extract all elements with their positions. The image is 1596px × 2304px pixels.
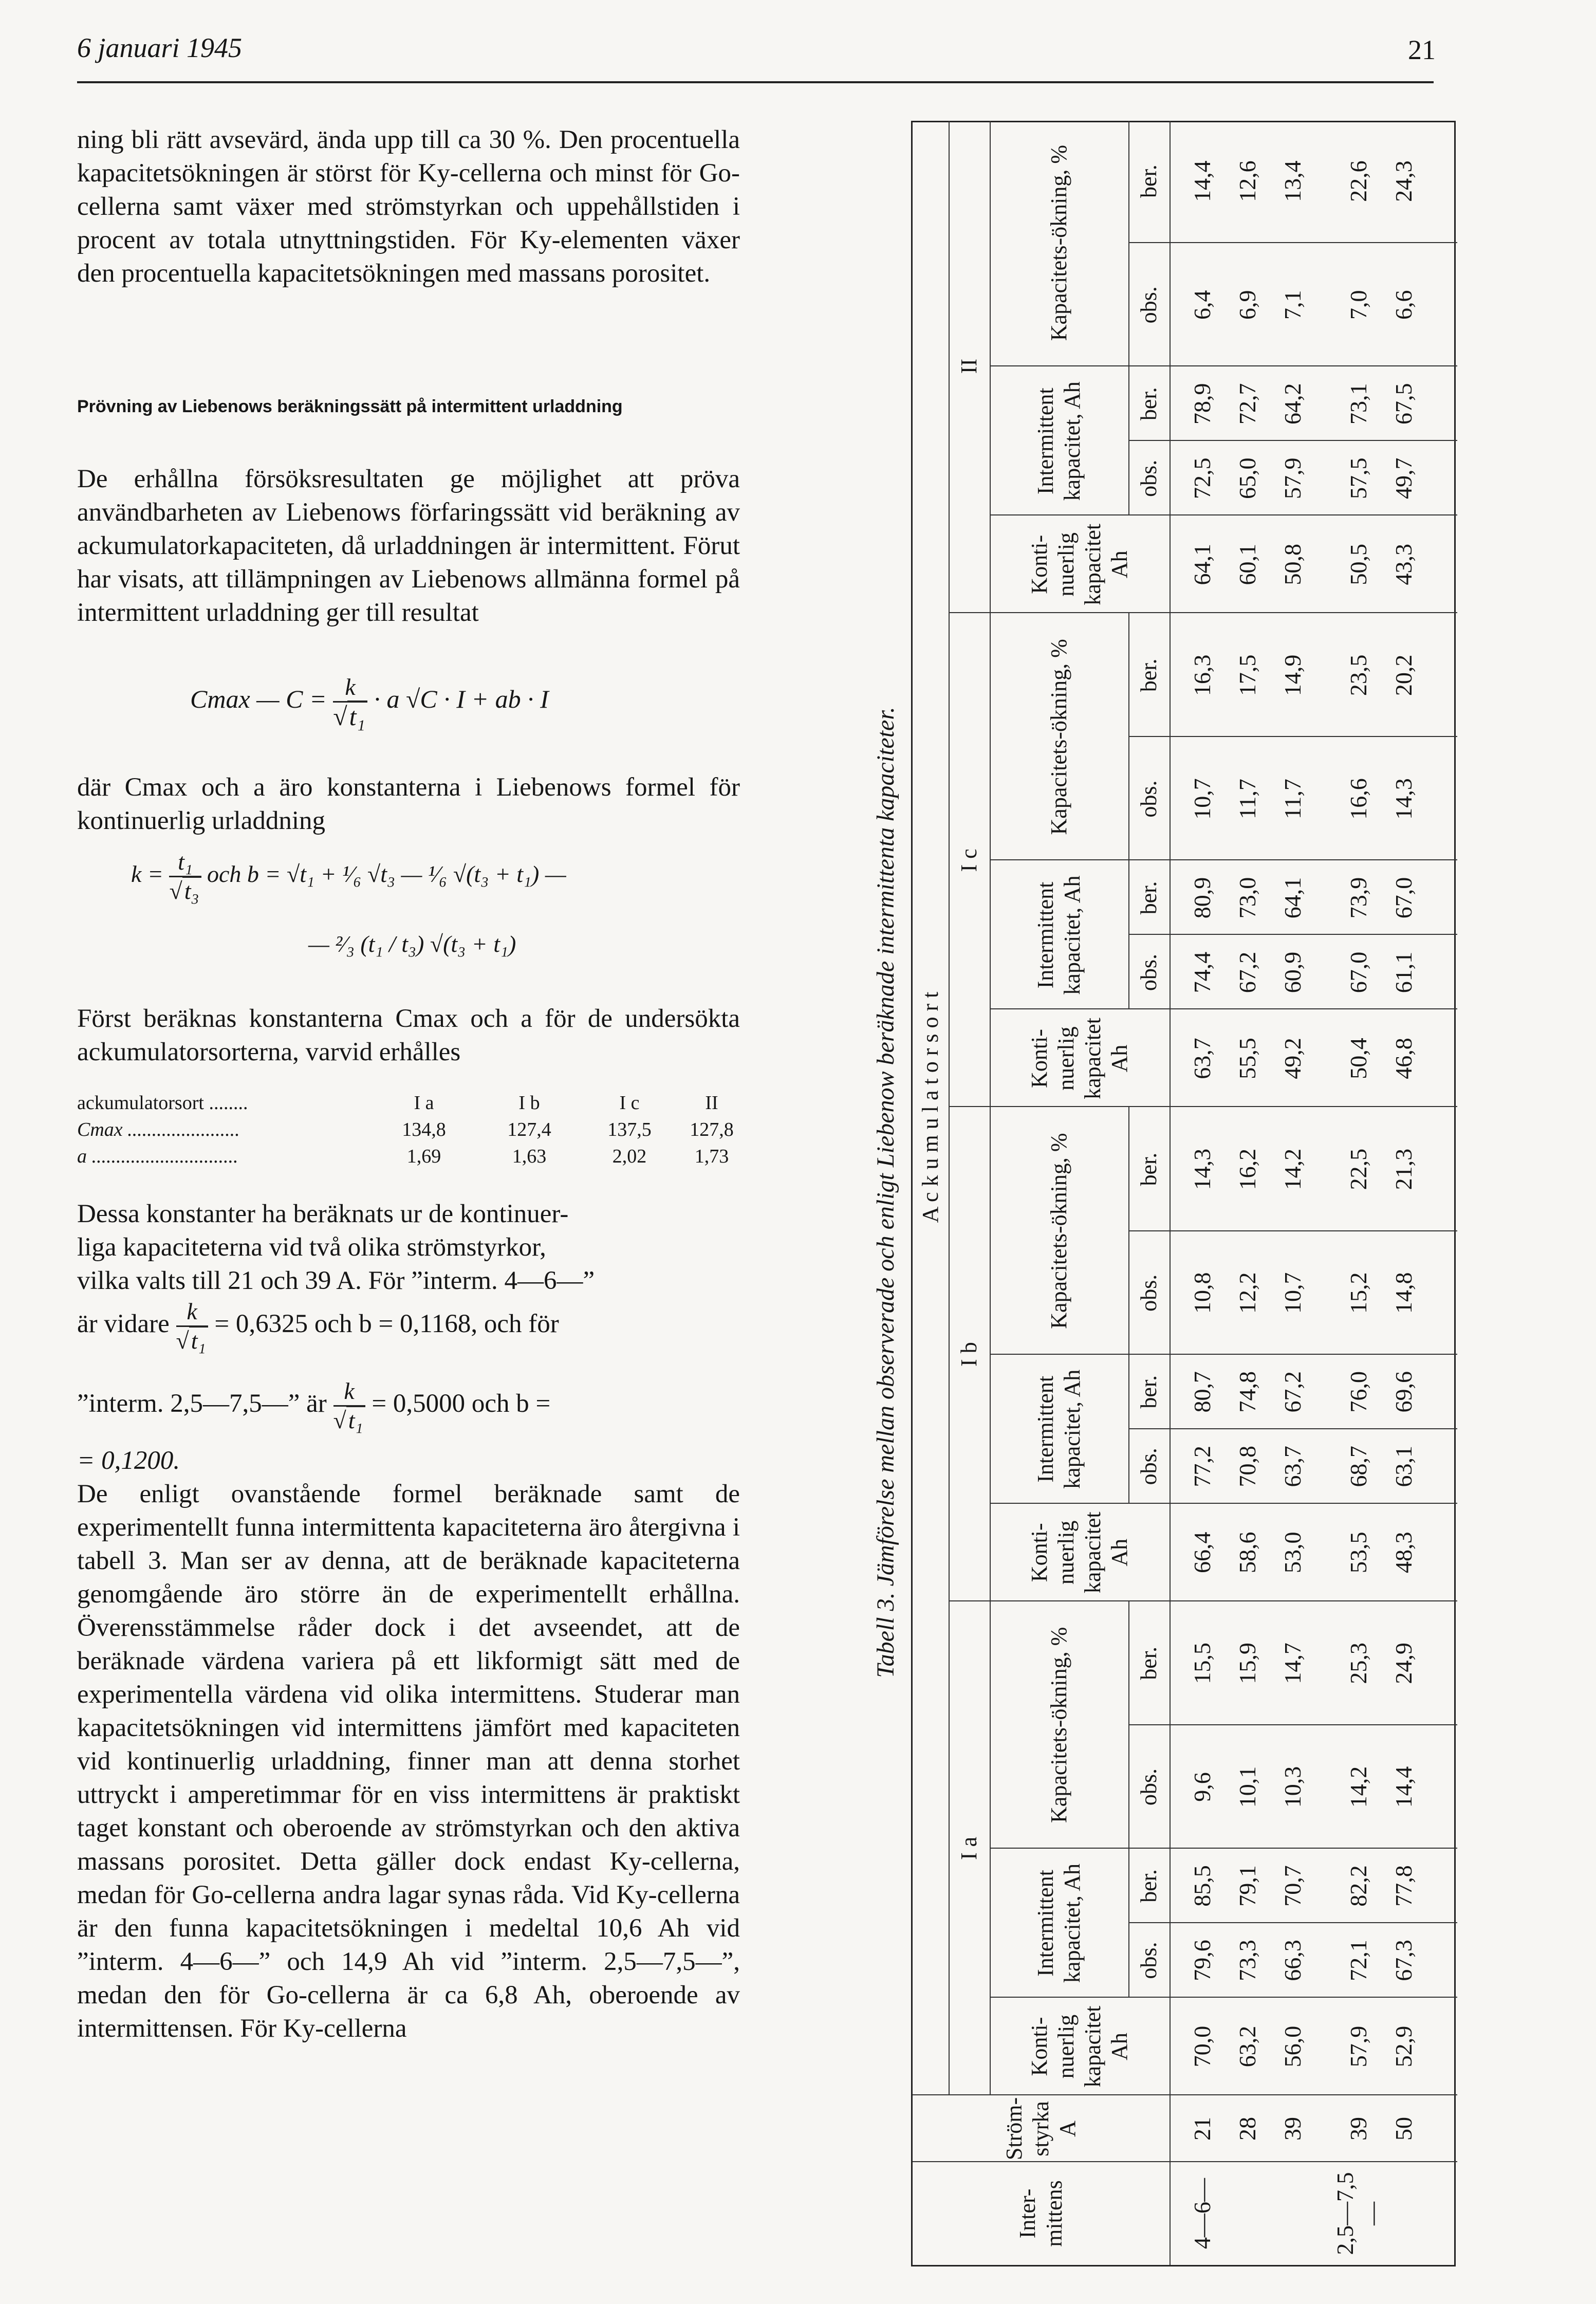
table-cell: 67,5 [1390, 383, 1417, 425]
paragraph-3: Först beräknas konstanterna Cmax och a för de undersökta ackumulatorsorterna, varvid erhålles [77, 1004, 740, 1066]
table-cell: 52,9 [1390, 2025, 1417, 2068]
table-cell: 64,1 [1189, 544, 1215, 585]
inline-equation-1 [77, 1298, 740, 1355]
table-cell: 64,1 [1279, 877, 1306, 919]
table-cell: 79,1 [1234, 1865, 1260, 1907]
row-stromstyrka: 39 [1345, 2117, 1371, 2141]
table-cell: 82,2 [1345, 1865, 1371, 1907]
table-cell: 14,7 [1279, 1643, 1306, 1684]
subheader-ber: ber. [1136, 1869, 1161, 1903]
table-3-rotated [857, 121, 1458, 2266]
constants-row-cmax [77, 1116, 740, 1143]
table-3-grid [911, 121, 1456, 2266]
formula1-fraction [333, 673, 367, 730]
subheader-intermittent: Intermittent kapacitet, Ah [1033, 1863, 1085, 1983]
inline2-num: k [333, 1377, 365, 1407]
table-cell: 73,0 [1234, 877, 1260, 919]
table-cell: 66,3 [1279, 1940, 1306, 1981]
formula2-k-eq: k = [131, 861, 163, 888]
inline1-num: k [176, 1298, 208, 1327]
paragraph-5: De enligt ovanstående formel beräknade samt de experimentellt funna intermittenta kapaciteterna äro återgivna i tabell 3. Man ser av denna, att de beräknade kapaciteterna genomgående äro större än de experimentellt erhållna. Överensstämmelse råder dock i det avseendet, att de beräknade värdena variera på ett likformigt sätt med de experimentella värdena vid olika intermittens. Studerar man kapacitetsökningen vid intermittens jämfört med kapaciteten vid kontinuerlig urladdning, finner man att denna storhet uttryckt i amperetimmar för en viss intermittens är praktiskt taget konstant och oberoende av strömstyrkan och den aktiva massans porositet. Detta gäller dock endast Ky-cellerna, medan för Go-cellerna andra lagar synas råda. Vid Ky-cellerna är den funna kapacitetsökningen i medeltal 10,6 Ah vid ”interm. 4—6—” och 14,9 Ah vid ”interm. 2,5—7,5—”, medan den för Go-cellerna är ca 6,8 Ah, oberoende av intermittensen. För Ky-cellerna [77, 1480, 740, 2043]
inline-equation-3: = 0,1200. [77, 1446, 180, 1475]
subheader-obs: obs. [1136, 1274, 1161, 1312]
paragraph-4 [77, 1197, 740, 1298]
table-cell: 10,7 [1189, 778, 1215, 820]
table-cell: 24,9 [1390, 1643, 1417, 1684]
constants-cell: 134,8 [402, 1119, 446, 1140]
table-cell: 49,2 [1279, 1038, 1306, 1079]
subheader-konti: Konti-nuerlig kapacitet Ah [1027, 2005, 1132, 2088]
subheader-obs: obs. [1136, 286, 1161, 324]
group-header-ia: I a [956, 1836, 981, 1860]
running-header-date: 6 januari 1945 [77, 32, 243, 63]
subheader-okning: Kapacitets-ökning, % [1046, 639, 1071, 835]
table-cell: 80,7 [1189, 1371, 1215, 1413]
table-cell: 60,9 [1279, 951, 1306, 993]
constants-cell: 127,4 [507, 1119, 551, 1140]
paragraph-4-line: Dessa konstanter ha beräknats ur de kontinuer- [77, 1200, 569, 1228]
row-stromstyrka: 39 [1279, 2117, 1306, 2141]
table-cell: 7,0 [1345, 290, 1371, 320]
table-cell: 55,5 [1234, 1038, 1260, 1079]
subheader-obs: obs. [1136, 1942, 1161, 1979]
row-stromstyrka: 50 [1390, 2117, 1417, 2141]
constants-cell: 1,73 [694, 1146, 729, 1167]
header-intermittens: Inter-mittens [1015, 2180, 1067, 2247]
table-cell: 64,2 [1279, 383, 1306, 425]
table-cell: 22,6 [1345, 160, 1371, 202]
table-cell: 78,9 [1189, 383, 1215, 425]
subheader-intermittent: Intermittent kapacitet, Ah [1033, 1369, 1085, 1489]
table-cell: 12,2 [1234, 1272, 1260, 1314]
table-cell: 72,5 [1189, 457, 1215, 499]
constants-row-label: Cmax ....................... [77, 1119, 240, 1140]
section-heading: Prövning av Liebenows beräkningssätt på intermittent urladdning [77, 397, 623, 416]
table-cell: 53,5 [1345, 1532, 1371, 1573]
table-cell: 70,7 [1279, 1865, 1306, 1907]
table-cell: 17,5 [1234, 654, 1260, 696]
subheader-intermittent: Intermittent kapacitet, Ah [1033, 875, 1085, 995]
paragraph-1: De erhållna försöksresultaten ge möjlighet att pröva användbarheten av Liebenows förfaringssätt vid beräkning av ackumulatorkapaciteten, då urladdningen är intermittent. Förut har visats, att tillämpningen av Liebenows allmänna formel på intermittent urladdning ger till resultat [77, 465, 740, 627]
table-cell: 77,2 [1189, 1446, 1215, 1487]
table-cell: 67,0 [1390, 877, 1417, 919]
constants-col: I a [414, 1092, 434, 1114]
table-cell: 13,4 [1279, 160, 1306, 202]
table-cell: 20,2 [1390, 654, 1417, 696]
inline1-fraction [176, 1298, 208, 1355]
row-stromstyrka: 28 [1234, 2117, 1260, 2141]
formula2-k-fraction [169, 848, 201, 905]
table-cell: 10,8 [1189, 1272, 1215, 1314]
table-cell: 80,9 [1189, 877, 1215, 919]
inline1-post: = 0,6325 och b = 0,1168, och för [214, 1310, 559, 1339]
table-cell: 16,6 [1345, 778, 1371, 820]
table-cell: 48,3 [1390, 1532, 1417, 1573]
table-cell: 22,5 [1345, 1148, 1371, 1190]
inline2-den: √t₁ [333, 1407, 365, 1434]
table-cell: 53,0 [1279, 1532, 1306, 1573]
table-cell: 63,7 [1279, 1446, 1306, 1487]
table-cell: 79,6 [1189, 1940, 1215, 1981]
table-cell: 85,5 [1189, 1865, 1215, 1907]
constants-cell: 137,5 [607, 1119, 652, 1140]
subheader-ber: ber. [1136, 1152, 1161, 1186]
table-cell: 14,4 [1189, 160, 1215, 202]
subheader-ber: ber. [1136, 1375, 1161, 1409]
subheader-obs: obs. [1136, 1448, 1161, 1485]
table-cell: 10,1 [1234, 1766, 1260, 1808]
table-cell: 72,7 [1234, 383, 1260, 425]
table-cell: 74,8 [1234, 1371, 1260, 1413]
table-cell: 16,3 [1189, 654, 1215, 696]
table-cell: 6,6 [1390, 290, 1417, 320]
constants-col: I c [619, 1092, 640, 1114]
table-cell: 14,9 [1279, 654, 1306, 696]
table-cell: 63,7 [1189, 1038, 1215, 1079]
table-cell: 15,2 [1345, 1272, 1371, 1314]
table-cell: 23,5 [1345, 654, 1371, 696]
table-cell: 58,6 [1234, 1532, 1260, 1573]
constants-header-label: ackumulatorsort ........ [77, 1092, 248, 1114]
constants-row-label: a .............................. [77, 1146, 238, 1167]
formula1-rhs: · a √C · I + ab · I [374, 684, 549, 713]
subheader-konti: Konti-nuerlig kapacitet Ah [1027, 1018, 1132, 1099]
header-rule [77, 81, 1434, 83]
formula1-den: √t₁ [333, 703, 367, 730]
subheader-okning: Kapacitets-ökning, % [1046, 1133, 1071, 1329]
formula2-k-num: t₁ [169, 848, 201, 877]
group-header-ib: I b [956, 1342, 981, 1367]
table-cell: 70,8 [1234, 1446, 1260, 1487]
table-cell: 11,7 [1234, 779, 1260, 819]
table-cell: 21,3 [1390, 1148, 1417, 1190]
subheader-okning: Kapacitets-ökning, % [1046, 145, 1071, 341]
inline1-pre: är vidare [77, 1310, 170, 1339]
subheader-obs: obs. [1136, 780, 1161, 818]
table-cell: 67,0 [1345, 951, 1371, 993]
intro-paragraph: ning bli rätt avsevärd, ända upp till ca 30 %. Den procentuella kapacitetsökningen är störst för Ky-cellerna och minst för Go-cellerna samt växer med strömstyrkan och uppehållstiden i procent av totala utnyttningstiden. För Ky-elementen växer den procentuella kapacitetsökningen med massans porositet. [77, 125, 740, 288]
subheader-intermittent: Intermittent kapacitet, Ah [1033, 381, 1085, 501]
subheader-ber: ber. [1136, 658, 1161, 692]
subheader-obs: obs. [1136, 953, 1161, 991]
subheader-ber: ber. [1136, 1647, 1161, 1680]
table-cell: 77,8 [1390, 1865, 1417, 1907]
table-3 [857, 121, 1458, 2266]
table-cell: 50,4 [1345, 1038, 1371, 1079]
table-cell: 14,3 [1390, 778, 1417, 820]
table-cell: 57,5 [1345, 457, 1371, 499]
inline1-den: √t₁ [176, 1327, 208, 1355]
table-cell: 61,1 [1390, 951, 1417, 993]
table-rule [1170, 121, 1171, 2265]
table-cell: 73,1 [1345, 383, 1371, 425]
subheader-obs: obs. [1136, 1768, 1161, 1806]
constants-col: II [705, 1092, 718, 1114]
constants-row-a [77, 1143, 740, 1170]
table-cell: 14,2 [1279, 1148, 1306, 1190]
formula2-k-den: √t₃ [169, 877, 201, 905]
formula2-b-part: och b = √t₁ + ¹⁄₆ √t₃ — ¹⁄₆ √(t₃ + t₁) — [207, 861, 566, 888]
formula2-line2: — ²⁄₃ (t₁ / t₃) √(t₃ + t₁) [308, 931, 516, 957]
formula1-num: k [333, 673, 367, 703]
formula1-lhs: Cmax — C = [190, 684, 327, 713]
table-cell: 57,9 [1279, 457, 1306, 499]
table-cell: 46,8 [1390, 1038, 1417, 1079]
formula-liebenow-intermittent [190, 673, 549, 730]
table-3-caption: Tabell 3. Jämförelse mellan observerade och enligt Liebenow beräknade intermittenta kapaciteter. [872, 707, 899, 1678]
table-cell: 67,3 [1390, 1940, 1417, 1981]
constants-table [77, 1090, 740, 1170]
table-cell: 57,9 [1345, 2025, 1371, 2068]
table-cell: 70,0 [1189, 2025, 1215, 2068]
inline-equation-2 [77, 1377, 740, 1434]
table-cell: 69,6 [1390, 1371, 1417, 1413]
page-number: 21 [1408, 34, 1436, 65]
table-cell: 6,9 [1234, 290, 1260, 320]
table-cell: 12,6 [1234, 160, 1260, 202]
subheader-ber: ber. [1136, 881, 1161, 915]
table-cell: 16,2 [1234, 1148, 1260, 1190]
formula-k-and-b [131, 848, 566, 905]
table-cell: 15,5 [1189, 1643, 1215, 1684]
table-cell: 6,4 [1189, 290, 1215, 320]
table-cell: 24,3 [1390, 160, 1417, 202]
table-cell: 67,2 [1234, 951, 1260, 993]
table-cell: 14,4 [1390, 1766, 1417, 1808]
table-cell: 65,0 [1234, 457, 1260, 499]
table-cell: 49,7 [1390, 457, 1417, 499]
subheader-konti: Konti-nuerlig kapacitet Ah [1027, 1512, 1132, 1594]
row-stromstyrka: 21 [1189, 2117, 1215, 2141]
paragraph-2: där Cmax och a äro konstanterna i Liebenows formel för kontinuerlig urladdning [77, 773, 740, 835]
constants-cell: 1,69 [406, 1146, 441, 1167]
table-cell: 9,6 [1189, 1772, 1215, 1802]
subheader-ber: ber. [1136, 164, 1161, 198]
table-cell: 14,8 [1390, 1272, 1417, 1314]
subheader-obs: obs. [1136, 459, 1161, 497]
table-cell: 73,3 [1234, 1940, 1260, 1981]
inline2-fraction [333, 1377, 365, 1434]
table-cell: 60,1 [1234, 544, 1260, 585]
table-cell: 76,0 [1345, 1371, 1371, 1413]
table-cell: 74,4 [1189, 951, 1215, 993]
row-intermittens: 2,5—7,5— [1332, 2172, 1385, 2255]
constants-cell: 2,02 [612, 1146, 647, 1167]
table-cell: 7,1 [1279, 290, 1306, 320]
table-cell: 66,4 [1189, 1532, 1215, 1573]
constants-col: I b [518, 1092, 540, 1114]
table-cell: 63,1 [1390, 1446, 1417, 1487]
inline2-pre: ”interm. 2,5—7,5—” är [77, 1389, 327, 1418]
table-cell: 72,1 [1345, 1940, 1371, 1981]
inline2-post: = 0,5000 och b = [372, 1389, 551, 1418]
subheader-ber: ber. [1136, 387, 1161, 421]
header-ackumulatorsort: A c k u m u l a t o r s o r t [918, 991, 943, 1223]
table-cell: 43,3 [1390, 544, 1417, 585]
table-cell: 14,2 [1345, 1766, 1371, 1808]
table-cell: 63,2 [1234, 2025, 1260, 2068]
header-stromstyrka: Ström-styrka A [1001, 2097, 1080, 2161]
table-cell: 11,7 [1279, 779, 1306, 819]
row-intermittens: 4—6— [1189, 2178, 1215, 2249]
paragraph-4-line: liga kapaciteterna vid två olika strömstyrkor, [77, 1233, 546, 1262]
table-cell: 14,3 [1189, 1148, 1215, 1190]
table-cell: 67,2 [1279, 1371, 1306, 1413]
table-cell: 56,0 [1279, 2025, 1306, 2068]
constants-cell: 127,8 [690, 1119, 734, 1140]
constants-cell: 1,63 [512, 1146, 547, 1167]
group-header-ic: I c [956, 849, 981, 872]
group-header-ii: II [956, 358, 981, 374]
table-cell: 50,5 [1345, 544, 1371, 585]
table-cell: 25,3 [1345, 1643, 1371, 1684]
subheader-konti: Konti-nuerlig kapacitet Ah [1027, 523, 1132, 605]
constants-header-row [77, 1090, 740, 1116]
table-cell: 15,9 [1234, 1643, 1260, 1684]
paragraph-4-line: vilka valts till 21 och 39 A. För ”interm. 4—6—” [77, 1266, 595, 1295]
table-cell: 68,7 [1345, 1446, 1371, 1487]
table-cell: 73,9 [1345, 877, 1371, 919]
subheader-okning: Kapacitets-ökning, % [1046, 1627, 1071, 1823]
table-cell: 10,3 [1279, 1766, 1306, 1808]
table-cell: 50,8 [1279, 544, 1306, 585]
table-cell: 10,7 [1279, 1272, 1306, 1314]
